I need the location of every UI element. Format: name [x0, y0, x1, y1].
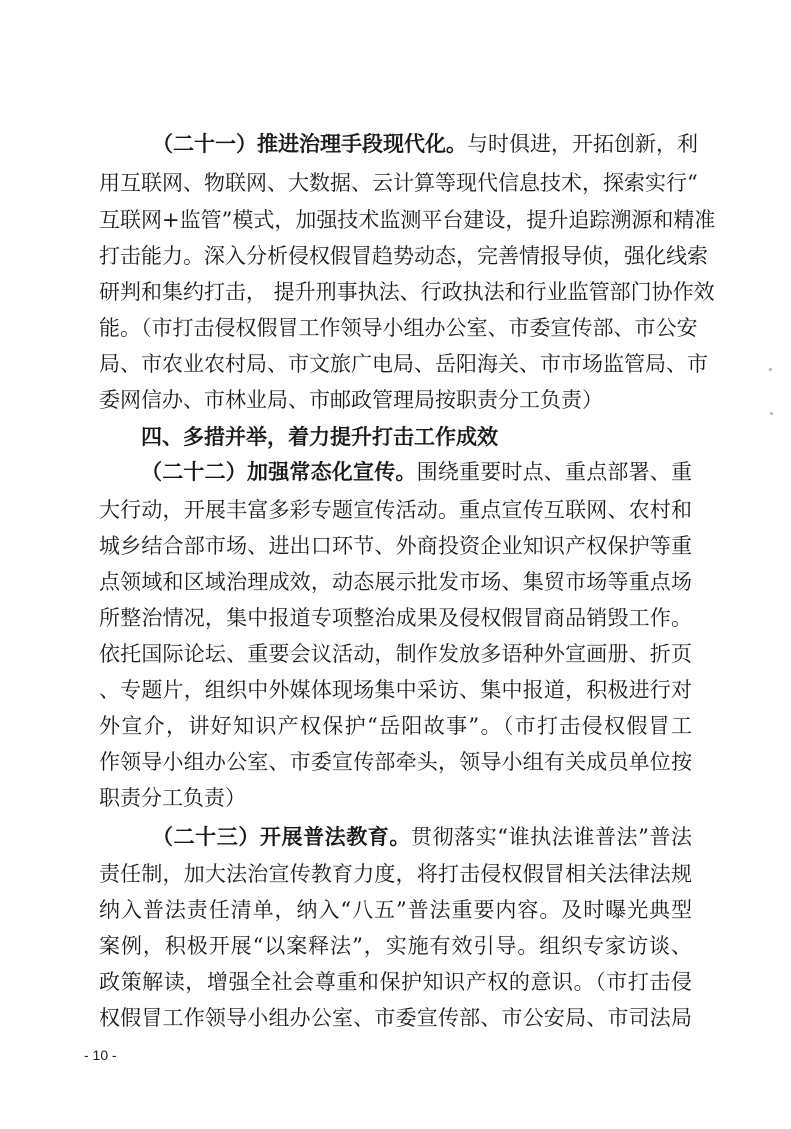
para22-line-7: 、专题片，组织中外媒体现场集中采访、集中报道，积极进行对 — [99, 678, 692, 702]
para22-line-10: 职责分工负责） — [99, 786, 246, 810]
para21-line-1 — [0, 124, 791, 164]
para22-line-2: 大行动，开展丰富多彩专题宣传活动。重点宣传互联网、农村和 — [99, 498, 692, 522]
para23-title: 开展普法教育。 — [259, 824, 411, 849]
scan-speck — [770, 412, 773, 415]
para22-line-3: 城乡结合部市场、进出口环节、外商投资企业知识产权保护等重 — [99, 534, 692, 558]
para23-line-1 — [0, 817, 791, 857]
para21-title: 推进治理手段现代化。 — [257, 131, 467, 156]
para22-label: （二十二） — [141, 459, 247, 484]
para23-line-6: 权假冒工作领导小组办公室、市委宣传部、市公安局、市司法局 — [99, 1006, 692, 1030]
para21-label: （二十一） — [152, 131, 257, 156]
para21-line-6: 能。（市打击侵权假冒工作领导小组办公室、市委宣传部、市公安 — [99, 316, 698, 340]
para21-line-4: 打击能力。深入分析侵权假冒趋势动态，完善情报导侦，强化线索 — [99, 244, 708, 268]
para21-line-5: 研判和集约打击， 提升刑事执法、行政执法和行业监管部门协作效 — [99, 280, 715, 304]
para21-line-3: 互联网+监管”模式，加强技术监测平台建设，提升追踪溯源和精准 — [99, 208, 716, 232]
page-number: - 10 - — [84, 1047, 117, 1063]
para22-text-1: 围绕重要时点、重点部署、重 — [416, 460, 693, 484]
para23-line-5: 政策解读，增强全社会尊重和保护知识产权的意识。（市打击侵 — [99, 970, 692, 994]
section-heading: 四、多措并举，着力提升打击工作成效 — [141, 425, 498, 449]
para23-line-2: 责任制，加大法治宣传教育力度，将打击侵权假冒相关法律法规 — [99, 862, 692, 886]
para23-line-4: 案例，积极开展“以案释法”，实施有效引导。组织专家访谈、 — [99, 934, 692, 958]
para22-title: 加强常态化宣传。 — [247, 459, 417, 484]
para23-text-1: 贯彻落实“谁执法谁普法”普法 — [410, 825, 693, 849]
scan-speck — [769, 368, 772, 371]
para21-line-7: 局、市农业农村局、市文旅广电局、岳阳海关、市市场监管局、市 — [99, 352, 708, 376]
para22-line-4: 点领域和区域治理成效，动态展示批发市场、集贸市场等重点场 — [99, 570, 692, 594]
para21-line-2: 用互联网、物联网、大数据、云计算等现代信息技术，探索实行“ — [99, 171, 698, 195]
para21-text-1: 与时俱进，开拓创新，利 — [467, 132, 698, 156]
para22-line-9: 作领导小组办公室、市委宣传部牵头，领导小组有关成员单位按 — [99, 750, 692, 774]
para23-label: （二十三） — [152, 824, 260, 849]
para21-line-8: 委网信办、市林业局、市邮政管理局按职责分工负责） — [99, 388, 603, 412]
para22-line-8: 外宣介，讲好知识产权保护“岳阳故事”。（市打击侵权假冒工 — [99, 714, 692, 738]
para22-line-6: 依托国际论坛、重要会议活动，制作发放多语种外宣画册、折页 — [99, 642, 692, 666]
para22-line-1 — [0, 452, 791, 492]
para23-line-3: 纳入普法责任清单，纳入“八五”普法重要内容。及时曝光典型 — [99, 898, 692, 922]
para22-line-5: 所整治情况，集中报道专项整治成果及侵权假冒商品销毁工作。 — [99, 606, 692, 630]
